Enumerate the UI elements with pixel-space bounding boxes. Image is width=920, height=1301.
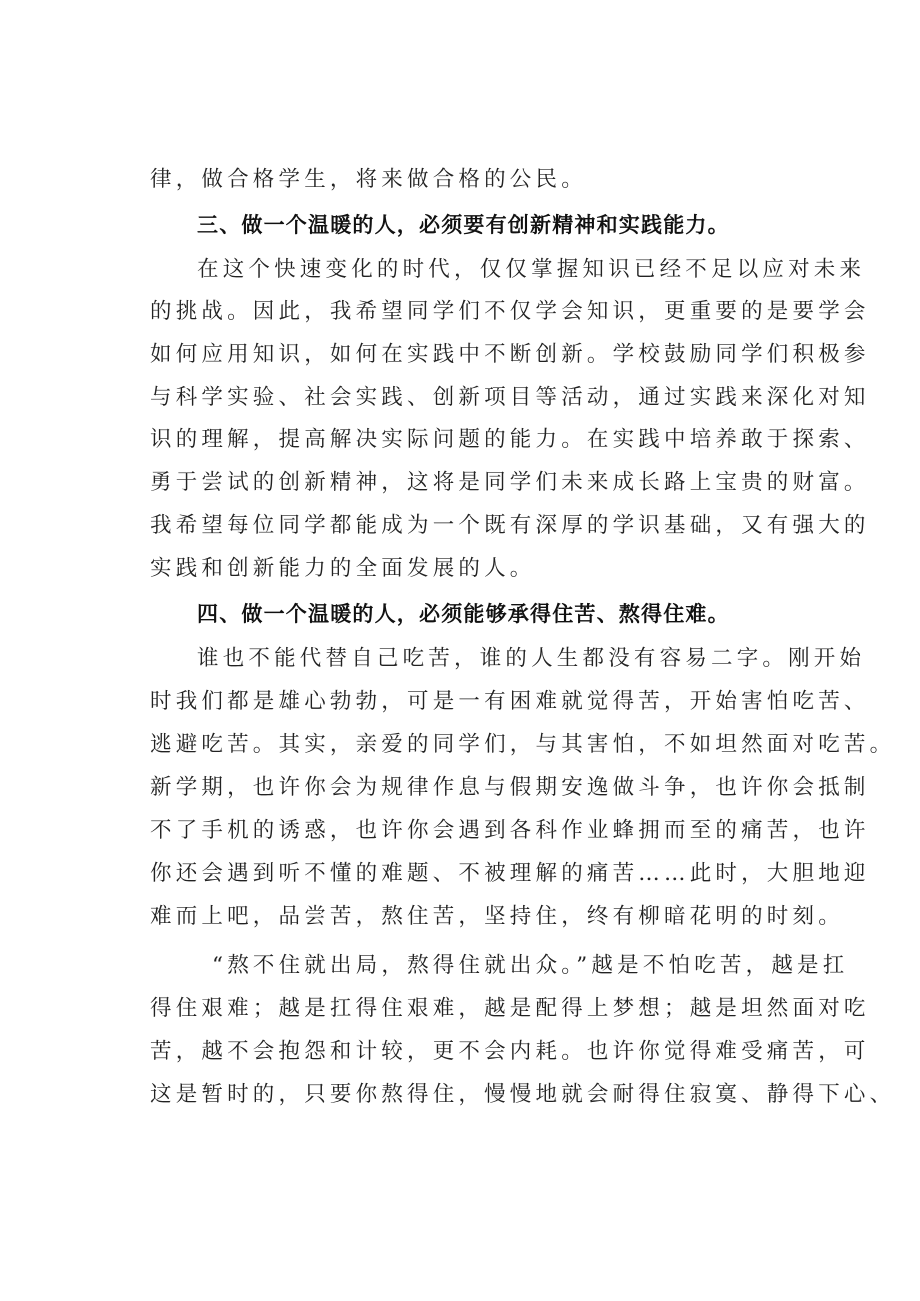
text-line: 新学期，也许你会为规律作息与假期安逸做斗争，也许你会抵制 xyxy=(150,775,870,800)
text-line: 逃避吃苦。其实，亲爱的同学们，与其害怕，不如坦然面对吃苦。 xyxy=(150,732,896,757)
text-line: 律，做合格学生，将来做合格的公民。 xyxy=(150,167,587,192)
text-line: 得住艰难；越是扛得住艰难，越是配得上梦想；越是坦然面对吃 xyxy=(150,996,870,1021)
text-line: 这是暂时的，只要你熬得住，慢慢地就会耐得住寂寞、静得下心、 xyxy=(150,1082,896,1107)
text-line: 识的理解，提高解决实际问题的能力。在实践中培养敢于探索、 xyxy=(150,427,870,452)
text-line: 难而上吧，品尝苦，熬住苦，坚持住，终有柳暗花明的时刻。 xyxy=(150,904,844,929)
text-line: 你还会遇到听不懂的难题、不被理解的痛苦……此时，大胆地迎 xyxy=(150,861,870,886)
text-line: 时我们都是雄心勃勃，可是一有困难就觉得苦，开始害怕吃苦、 xyxy=(150,689,870,714)
section-heading-3: 三、做一个温暖的人，必须要有创新精神和实践能力。 xyxy=(197,213,730,237)
text-line: 与科学实验、社会实践、创新项目等活动，通过实践来深化对知 xyxy=(150,385,870,410)
text-line: “熬不住就出局，熬得住就出众。”越是不怕吃苦，越是扛 xyxy=(212,953,849,978)
text-line: 勇于尝试的创新精神，这将是同学们未来成长路上宝贵的财富。 xyxy=(150,470,870,495)
section-heading-4: 四、做一个温暖的人，必须能够承得住苦、熬得住难。 xyxy=(197,602,730,626)
text-line: 我希望每位同学都能成为一个既有深厚的学识基础，又有强大的 xyxy=(150,513,870,538)
text-line: 谁也不能代替自己吃苦，谁的人生都没有容易二字。刚开始 xyxy=(197,646,866,671)
text-line: 实践和创新能力的全面发展的人。 xyxy=(150,556,536,581)
text-line: 在这个快速变化的时代，仅仅掌握知识已经不足以应对未来 xyxy=(197,257,866,282)
text-line: 苦，越不会抱怨和计较，更不会内耗。也许你觉得难受痛苦，可 xyxy=(150,1039,870,1064)
text-line: 不了手机的诱惑，也许你会遇到各科作业蜂拥而至的痛苦，也许 xyxy=(150,818,870,843)
text-line: 的挑战。因此，我希望同学们不仅学会知识，更重要的是要学会 xyxy=(150,299,870,324)
text-line: 如何应用知识，如何在实践中不断创新。学校鼓励同学们积极参 xyxy=(150,342,870,367)
